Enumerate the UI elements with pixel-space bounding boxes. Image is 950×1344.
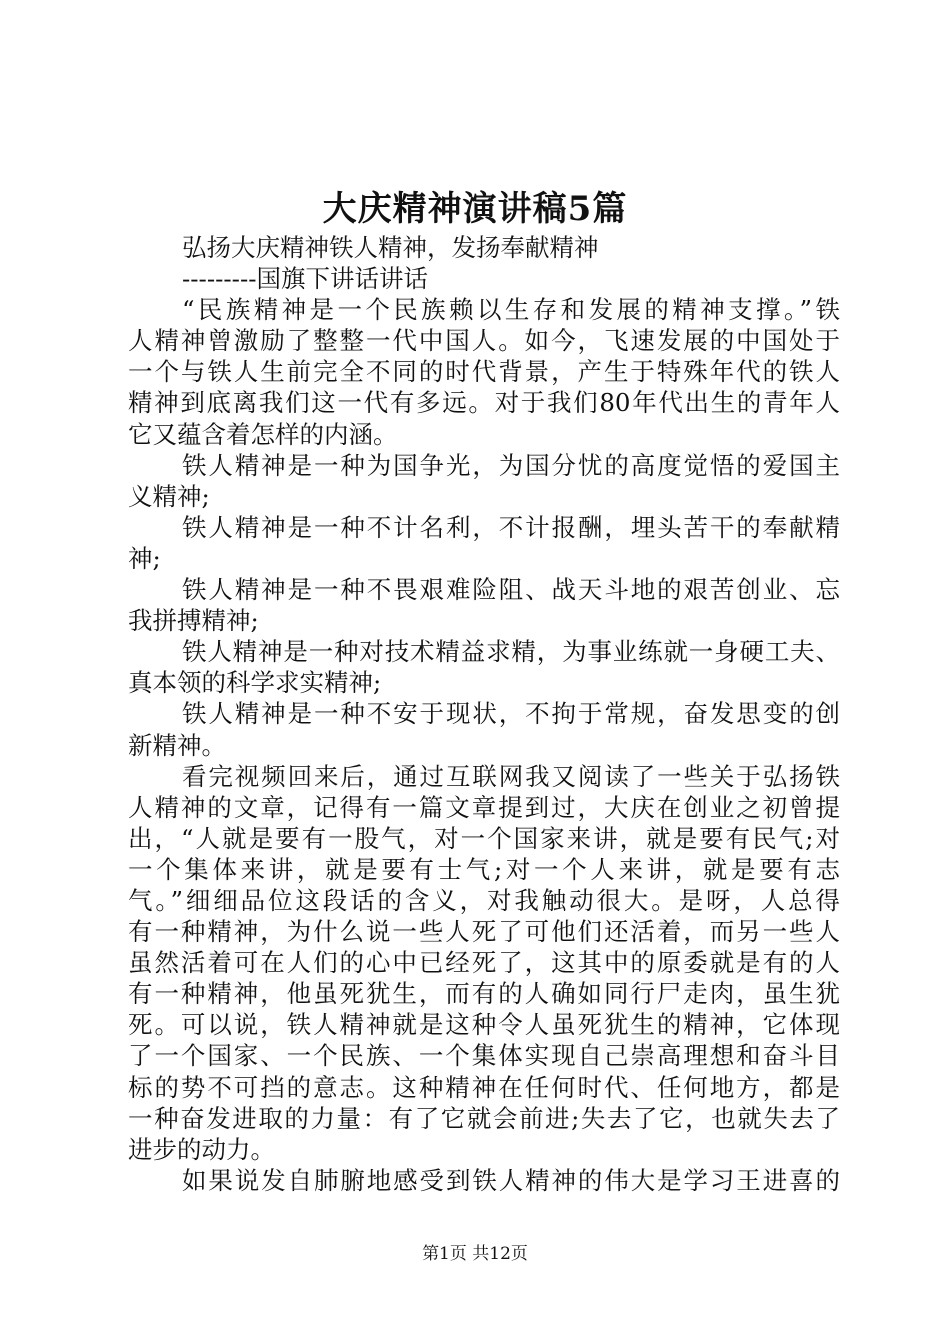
body-line: 精神到底离我们这一代有多远。对于我们80年代出生的青年人	[128, 388, 840, 418]
body-line: 铁人精神是一种为国争光，为国分忧的高度觉悟的爱国主	[182, 450, 840, 480]
body-line: 死。可以说，铁人精神就是这种令人虽死犹生的精神，它体现	[128, 1010, 840, 1040]
body-line: 虽然活着可在人们的心中已经死了，这其中的原委就是有的人	[128, 948, 840, 978]
body-line: 看完视频回来后，通过互联网我又阅读了一些关于弘扬铁	[182, 761, 840, 791]
body-line: 铁人精神是一种不安于现状，不拘于常规，奋发思变的创	[182, 699, 840, 729]
body-line: 人精神的文章，记得有一篇文章提到过，大庆在创业之初曾提	[128, 792, 840, 822]
body-line: 有一种精神，他虽死犹生，而有的人确如同行尸走肉，虽生犹	[128, 979, 840, 1009]
body-line: 气。”细细品位这段话的含义，对我触动很大。是呀，人总得	[128, 885, 840, 915]
body-line: 进步的动力。	[128, 1134, 275, 1164]
body-line: 我拼搏精神;	[128, 606, 259, 636]
document-title: 大庆精神演讲稿5篇	[322, 189, 628, 229]
body-line: 真本领的科学求实精神;	[128, 668, 382, 698]
body-line: 它又蕴含着怎样的内涵。	[128, 419, 398, 449]
body-line: 一个集体来讲，就是要有士气;对一个人来讲，就是要有志	[128, 854, 840, 884]
body-line: 人精神曾激励了整整一代中国人。如今，飞速发展的中国处于	[128, 326, 840, 356]
body-line: 铁人精神是一种对技术精益求精，为事业练就一身硬工夫、	[182, 637, 840, 667]
body-line: 如果说发自肺腑地感受到铁人精神的伟大是学习王进喜的	[182, 1165, 840, 1195]
body-line: 一种奋发进取的力量：有了它就会前进;失去了它，也就失去了	[128, 1103, 840, 1133]
body-line: ---------国旗下讲话讲话	[182, 264, 429, 294]
body-line: 了一个国家、一个民族、一个集体实现自己崇高理想和奋斗目	[128, 1041, 840, 1071]
body-line: 神;	[128, 543, 161, 573]
body-line: 铁人精神是一种不计名利，不计报酬，埋头苦干的奉献精	[182, 512, 840, 542]
page-footer: 第1页 共12页	[422, 1244, 528, 1264]
body-line: 新精神。	[128, 730, 226, 760]
body-line: 义精神;	[128, 481, 210, 511]
body-line: 铁人精神是一种不畏艰难险阻、战天斗地的艰苦创业、忘	[182, 575, 840, 605]
document-body	[128, 232, 840, 1196]
body-line: 标的势不可挡的意志。这种精神在任何时代、任何地方，都是	[128, 1072, 840, 1102]
body-line: 一个与铁人生前完全不同的时代背景，产生于特殊年代的铁人	[128, 357, 840, 387]
body-line: “民族精神是一个民族赖以生存和发展的精神支撑。”铁	[182, 295, 840, 325]
body-line: 弘扬大庆精神铁人精神，发扬奉献精神	[182, 233, 599, 262]
body-line: 出，“人就是要有一股气，对一个国家来讲，就是要有民气;对	[128, 823, 840, 853]
body-line: 有一种精神，为什么说一些人死了可他们还活着，而另一些人	[128, 917, 840, 947]
